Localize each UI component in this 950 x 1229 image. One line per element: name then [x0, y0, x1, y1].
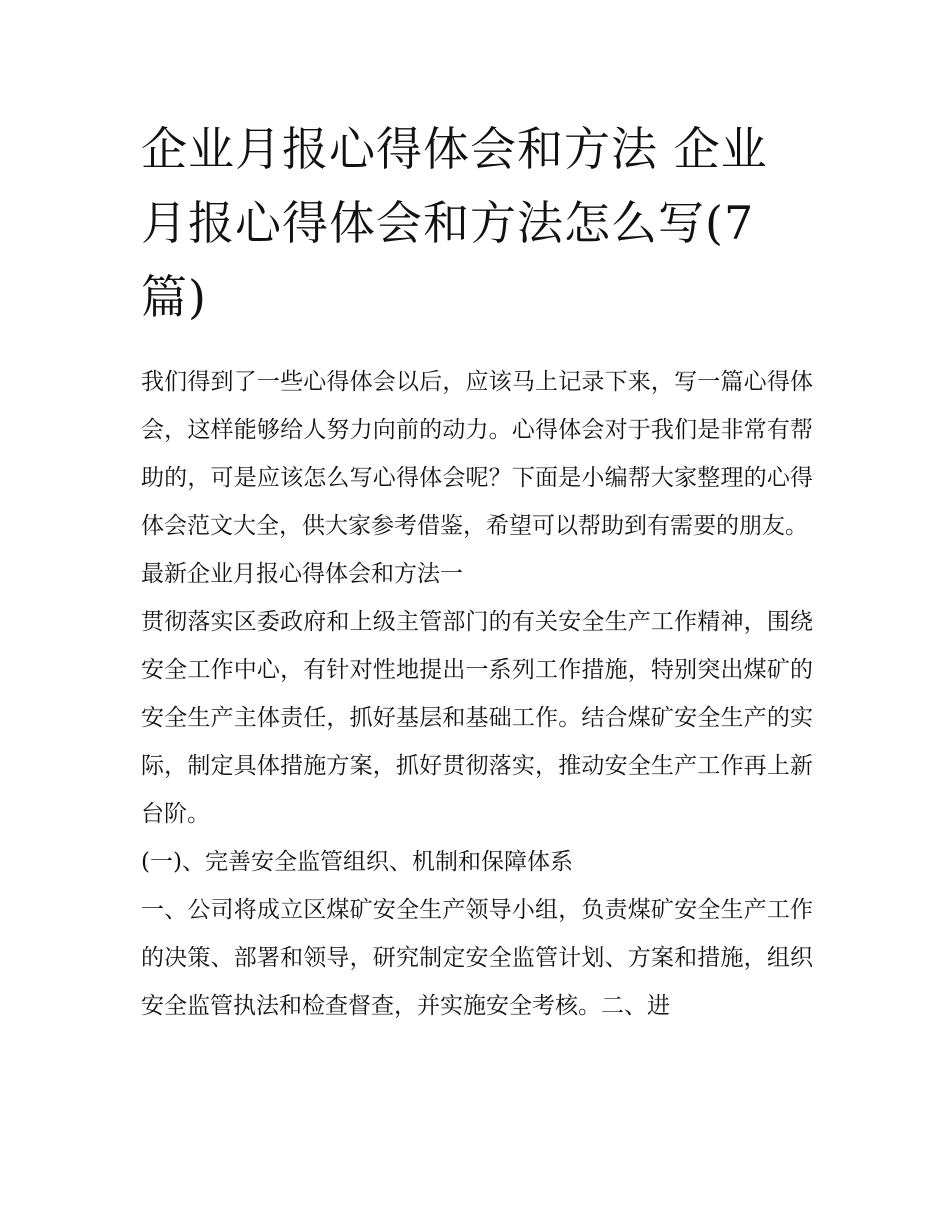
document-page — [141, 112, 813, 1030]
section-paragraph: 贯彻落实区委政府和上级主管部门的有关安全生产工作精神，围绕安全工作中心，有针对性地提出一系列工作措施，特别突出煤矿的安全生产主体责任，抓好基层和基础工作。结合煤矿安全生产的实际，制定具体措施方案，抓好贯彻落实，推动安全生产工作再上新台阶。 — [141, 609, 813, 827]
subsection-heading: (一)、完善安全监管组织、机制和保障体系 — [141, 849, 573, 875]
document-title: 企业月报心得体会和方法 企业月报心得体会和方法怎么写(7篇) — [141, 122, 768, 324]
subsection-paragraph: 一、公司将成立区煤矿安全生产领导小组，负责煤矿安全生产工作的决策、部署和领导，研究制定安全监管计划、方案和措施，组织安全监管执法和检查督查，并实施安全考核。二、进 — [141, 897, 813, 1019]
intro-paragraph: 我们得到了一些心得体会以后，应该马上记录下来，写一篇心得体会，这样能够给人努力向前的动力。心得体会对于我们是非常有帮助的，可是应该怎么写心得体会呢？下面是小编帮大家整理的心得体会范文大全，供大家参考借鉴，希望可以帮助到有需要的朋友。 — [141, 369, 813, 539]
section-heading: 最新企业月报心得体会和方法一 — [141, 561, 463, 587]
